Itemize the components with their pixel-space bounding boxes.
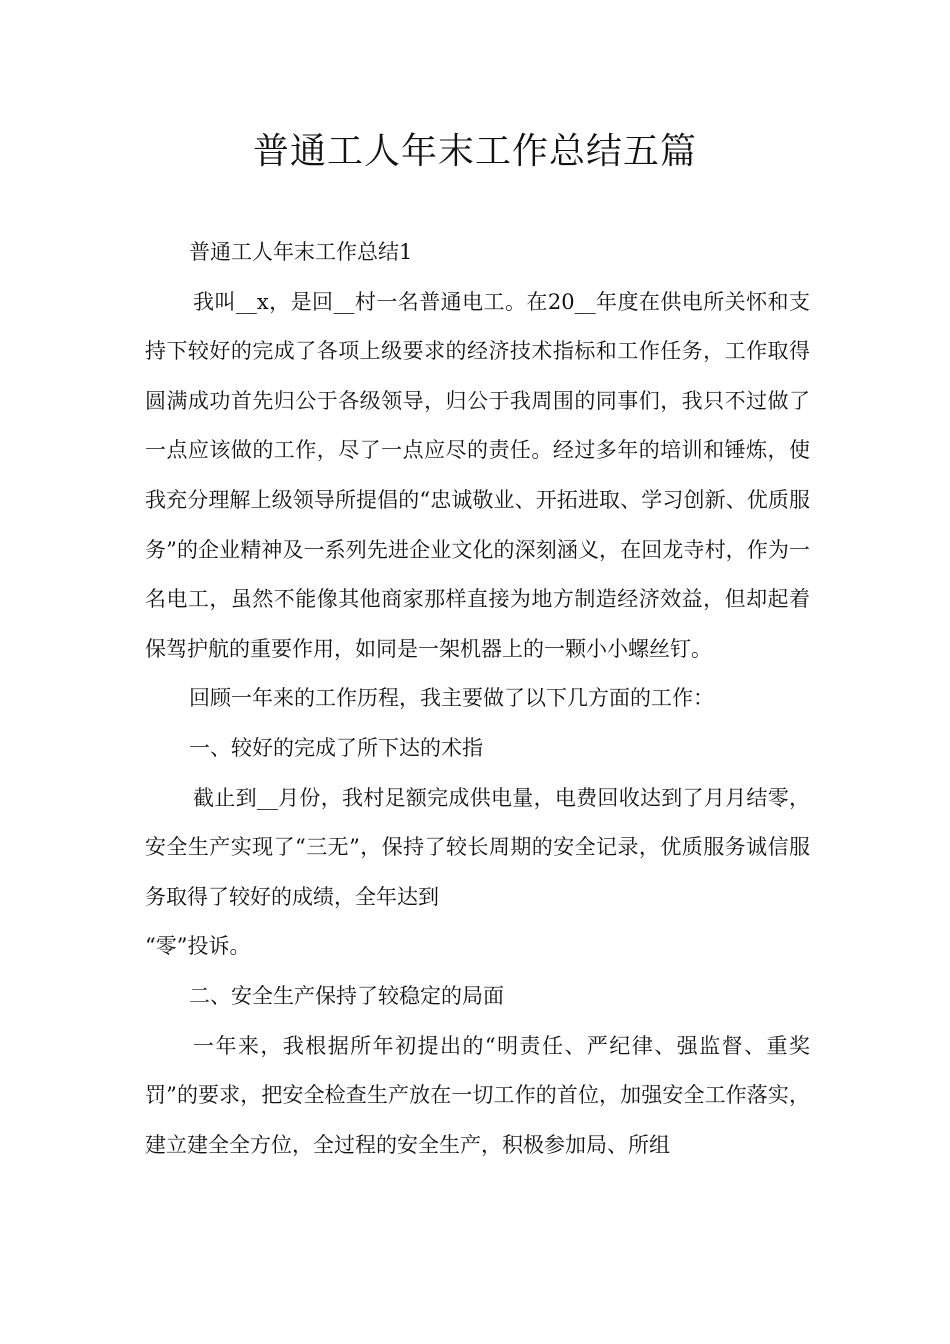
section-heading: 普通工人年末工作总结1 xyxy=(189,240,413,264)
paragraph-safety: 一年来，我根据所年初提出的“明责任、严纪律、强监督、重奖罚”的要求，把安全检查生产放在一切工作的首位，加强安全工作落实，建立建全全方位，全过程的安全生产，积极参加局、所组 xyxy=(145,1033,810,1157)
document-title: 普通工人年末工作总结五篇 xyxy=(252,131,697,172)
paragraph-intro: 我叫__x，是回__村一名普通电工。在20__年度在供电所关怀和支持下较好的完成了各项上级要求的经济技术指标和工作任务，工作取得圆满成功首先归公于各级领导，归公于我周围的同事们，我只不过做了一点应该做的工作，尽了一点应尽的责任。经过多年的培训和锤炼，使我充分理解上级领导所提倡的“忠诚敬业、开拓进取、学习创新、优质服务”的企业精神及一系列先进企业文化的深刻涵义，在回龙寺村，作为一名电工，虽然不能像其他商家那样直接为地方制造经济效益，但却起着保驾护航的重要作用，如同是一架机器上的一颗小小螺丝钉。 xyxy=(145,289,810,661)
document-body xyxy=(145,228,810,1170)
paragraph-zero-complaints: “零”投诉。 xyxy=(145,934,251,959)
subheading-one: 一、较好的完成了所下达的术指 xyxy=(189,735,483,760)
paragraph-review: 回顾一年来的工作历程，我主要做了以下几方面的工作： xyxy=(189,686,714,711)
paragraph-achievements: 截止到__月份，我村足额完成供电量，电费回收达到了月月结零，安全生产实现了“三无”，保持了较长周期的安全记录，优质服务诚信服务取得了较好的成绩，全年达到 xyxy=(145,785,810,909)
subheading-two: 二、安全生产保持了较稳定的局面 xyxy=(189,983,504,1008)
